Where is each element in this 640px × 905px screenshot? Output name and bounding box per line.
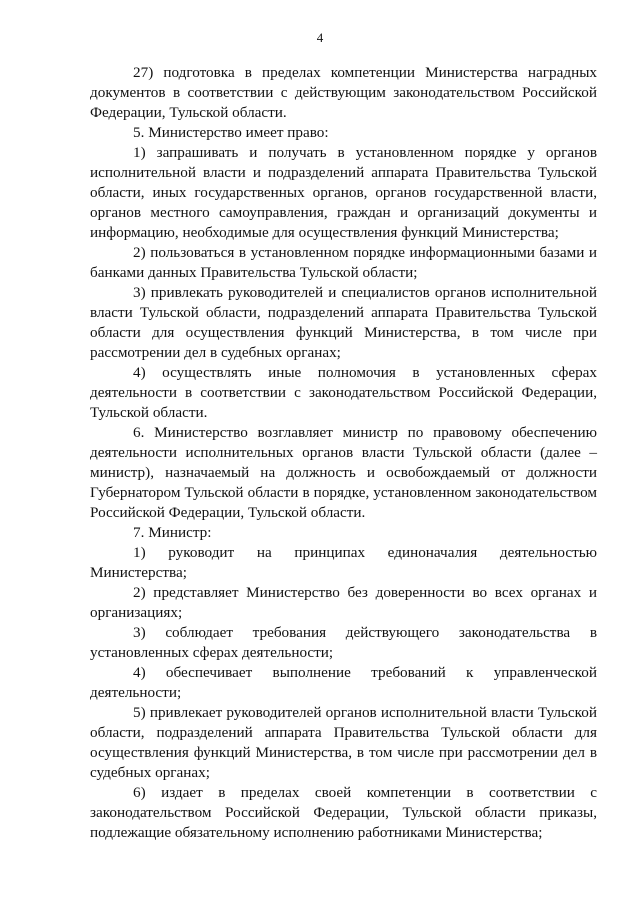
paragraph-7-1: 1) руководит на принципах единоначалия деятельностью Министерства;: [90, 544, 597, 581]
paragraph-7-3: 3) соблюдает требования действующего законодательства в установленных сферах деятельности;: [90, 624, 597, 661]
paragraph-7-5: 5) привлекает руководителей органов исполнительной власти Тульской области, подразделений аппарата Правительства Тульской области для осуществления функций Министерства, в том числе при рассмотрении дел в судебных органах;: [90, 704, 597, 781]
paragraph-5-1: 1) запрашивать и получать в установленном порядке у органов исполнительной власти и подразделений аппарата Правительства Тульской области, иных государственных органов, органов государственной власти, органов местного самоуправления, граждан и организаций документы и информацию, необходимые для осуществления функций Министерства;: [90, 144, 597, 241]
page-number: 4: [316, 30, 324, 45]
document-body: [90, 63, 597, 843]
paragraph-7-2: 2) представляет Министерство без доверенности во всех органах и организациях;: [90, 584, 597, 621]
paragraph-27-awards: 27) подготовка в пределах компетенции Министерства наградных документов в соответствии с действующим законодательством Российской Федерации, Тульской области.: [90, 64, 597, 121]
paragraph-5-2: 2) пользоваться в установленном порядке информационными базами и банками данных Правительства Тульской области;: [90, 244, 597, 281]
paragraph-6: 6. Министерство возглавляет министр по правовому обеспечению деятельности исполнительных органов власти Тульской области (далее – министр), назначаемый на должность и освобождаемый от должности Губернатором Тульской области в порядке, установленном законодательством Российской Федерации, Тульской области.: [90, 424, 597, 521]
paragraph-5-4: 4) осуществлять иные полномочия в установленных сферах деятельности в соответствии с законодательством Российской Федерации, Тульской области.: [90, 364, 597, 421]
paragraph-7-6: 6) издает в пределах своей компетенции в соответствии с законодательством Российской Федерации, Тульской области приказы, подлежащие обязательному исполнению работниками Министерства;: [90, 784, 597, 841]
paragraph-5-3: 3) привлекать руководителей и специалистов органов исполнительной власти Тульской области, подразделений аппарата Правительства Тульской области для осуществления функций Министерства, в том числе при рассмотрении дел в судебных органах;: [90, 284, 597, 361]
paragraph-5-heading: 5. Министерство имеет право:: [133, 124, 329, 141]
paragraph-7-4: 4) обеспечивает выполнение требований к управленческой деятельности;: [90, 664, 597, 701]
paragraph-7-heading: 7. Министр:: [133, 524, 212, 541]
